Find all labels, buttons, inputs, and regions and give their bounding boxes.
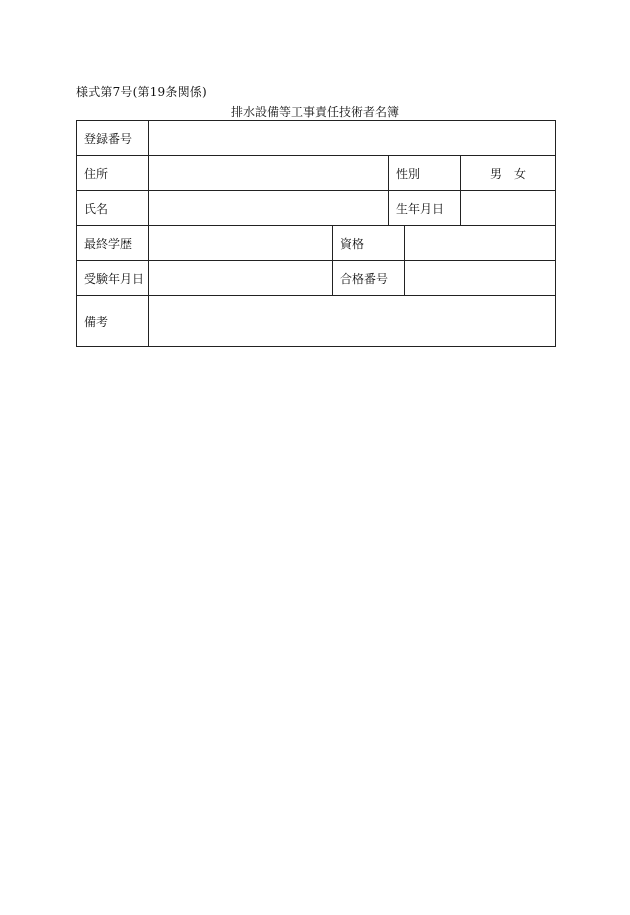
- form-title: 排水設備等工事責任技術者名簿: [230, 105, 399, 119]
- name-label: 氏名: [76, 190, 149, 226]
- education-label: 最終学歴: [76, 225, 149, 261]
- birthdate-field[interactable]: [460, 190, 556, 226]
- remarks-label: 備考: [76, 295, 149, 347]
- exam-date-field[interactable]: [148, 260, 333, 296]
- registration-number-field[interactable]: [148, 120, 556, 156]
- pass-number-label: 合格番号: [332, 260, 405, 296]
- form-number: 様式第7号(第19条関係): [76, 85, 207, 99]
- qualification-field[interactable]: [404, 225, 556, 261]
- gender-options[interactable]: 男 女: [460, 155, 556, 191]
- education-field[interactable]: [148, 225, 333, 261]
- birthdate-label: 生年月日: [388, 190, 461, 226]
- exam-date-label: 受験年月日: [76, 260, 149, 296]
- name-field[interactable]: [148, 190, 389, 226]
- address-label: 住所: [76, 155, 149, 191]
- qualification-label: 資格: [332, 225, 405, 261]
- gender-label: 性別: [388, 155, 461, 191]
- pass-number-field[interactable]: [404, 260, 556, 296]
- registration-number-label: 登録番号: [76, 120, 149, 156]
- address-field[interactable]: [148, 155, 389, 191]
- remarks-field[interactable]: [148, 295, 556, 347]
